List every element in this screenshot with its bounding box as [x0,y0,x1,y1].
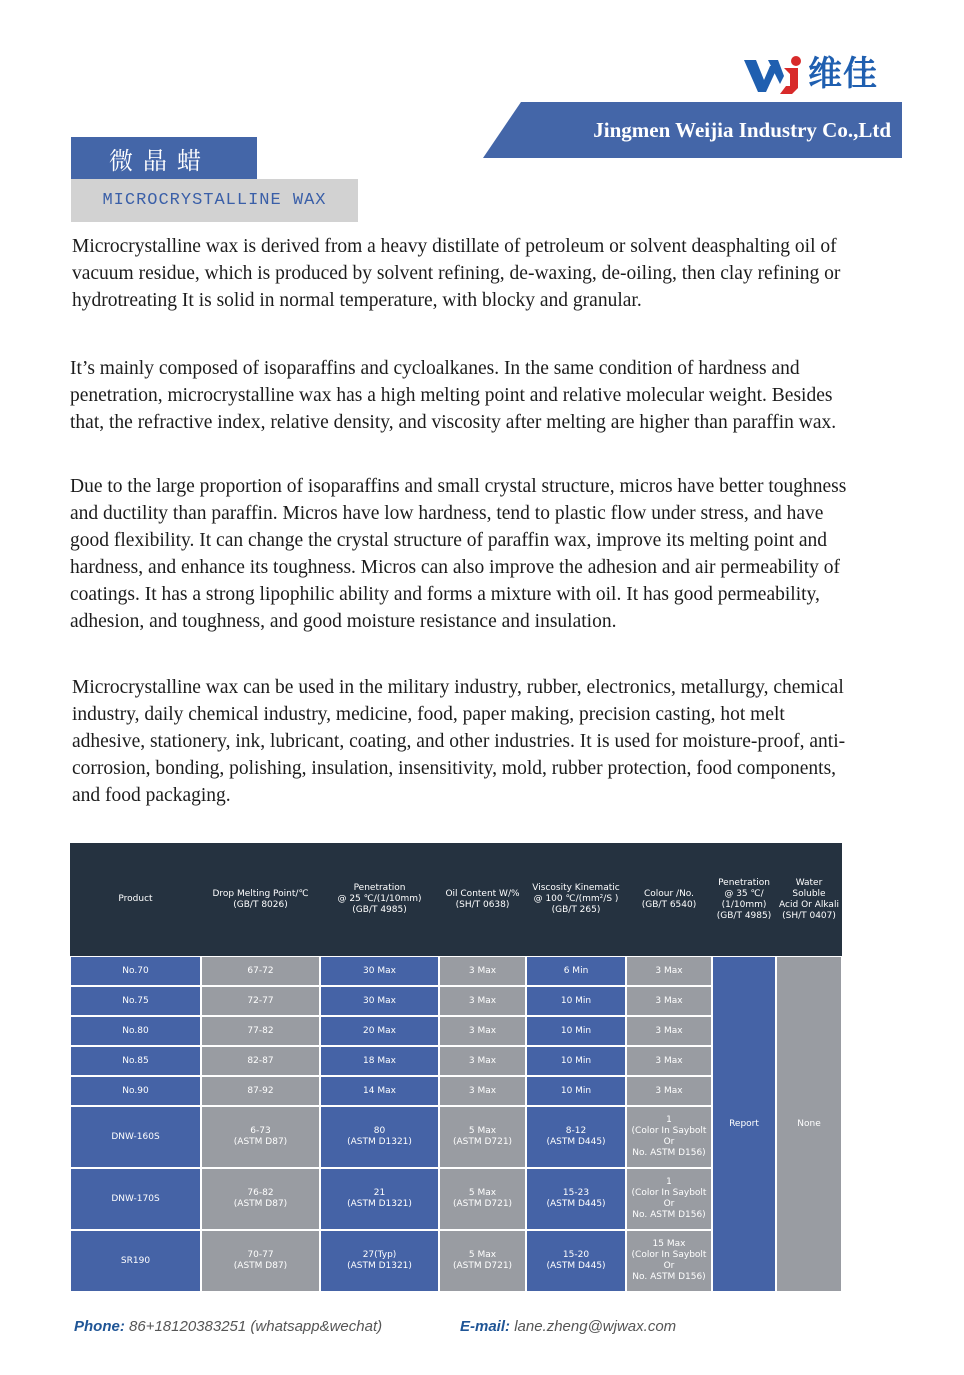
cell-viscosity: 8-12 (ASTM D445) [526,1106,626,1168]
cell-product: SR190 [70,1230,201,1292]
cell-product: No.80 [70,1016,201,1046]
header-drop-melting-point: Drop Melting Point/℃ (GB/T 8026) [201,843,320,956]
cell-drop-melting-point: 6-73 (ASTM D87) [201,1106,320,1168]
cell-drop-melting-point: 87-92 [201,1076,320,1106]
cell-oil-content: 5 Max (ASTM D721) [439,1168,526,1230]
phone-value[interactable]: 86+18120383251 (whatsapp&wechat) [129,1318,383,1335]
cell-oil-content: 3 Max [439,1076,526,1106]
cell-colour: 3 Max [626,956,712,986]
cell-product: DNW-160S [70,1106,201,1168]
description-paragraph: Microcrystalline wax is derived from a heavy distillate of petroleum or solvent deasphalting oil of vacuum residue, which is produced by solvent refining, de-waxing, de-oiling, then clay refining or hydrotreating It is solid in normal temperature, with blocky and granular. [72,236,841,311]
cell-viscosity: 15-20 (ASTM D445) [526,1230,626,1292]
cell-oil-content: 3 Max [439,986,526,1016]
cell-drop-melting-point: 76-82 (ASTM D87) [201,1168,320,1230]
cell-product: No.70 [70,956,201,986]
cell-product: No.75 [70,986,201,1016]
cell-product: No.85 [70,1046,201,1076]
company-logo [744,52,904,96]
table-row [70,956,842,986]
composition-paragraph: It’s mainly composed of isoparaffins and cycloalkanes. In the same condition of hardness and penetration, microcrystalline wax has a high melting point and relative molecular weight. Besides that, the refractive index, relative density, and viscosity after melting are higher than paraffin wax. [70,358,837,433]
header-oil-content: Oil Content W/% (SH/T 0638) [439,843,526,956]
cell-viscosity: 10 Min [526,1016,626,1046]
table-header-row [70,843,842,956]
cell-penetration-25: 27(Typ) (ASTM D1321) [320,1230,439,1292]
cell-drop-melting-point: 77-82 [201,1016,320,1046]
cell-viscosity: 10 Min [526,986,626,1016]
logo-chinese-text: 维佳 [808,54,878,94]
header-penetration-35: Penetration @ 35 ℃/ (1/10mm) (GB/T 4985) [712,843,776,956]
cell-product: No.90 [70,1076,201,1106]
cell-water-soluble-merged: None [776,956,842,1292]
cell-penetration-25: 14 Max [320,1076,439,1106]
cell-penetration-25: 30 Max [320,956,439,986]
cell-penetration-25: 80 (ASTM D1321) [320,1106,439,1168]
cell-drop-melting-point: 67-72 [201,956,320,986]
cell-viscosity: 10 Min [526,1046,626,1076]
header-viscosity: Viscosity Kinematic @ 100 ℃/(mm²/S ) (GB/T 265) [526,843,626,956]
contact-phone [74,1318,382,1335]
cell-penetration-25: 20 Max [320,1016,439,1046]
cell-viscosity: 10 Min [526,1076,626,1106]
header-product: Product [70,843,201,956]
cell-penetration-35-merged: Report [712,956,776,1292]
cell-oil-content: 3 Max [439,956,526,986]
cell-penetration-25: 21 (ASTM D1321) [320,1168,439,1230]
header-water-soluble: Water Soluble Acid Or Alkali (SH/T 0407) [776,843,842,956]
company-banner [483,102,902,158]
cell-colour: 1 (Color In Saybolt Or No. ASTM D156) [626,1106,712,1168]
header-colour: Colour /No. (GB/T 6540) [626,843,712,956]
cell-oil-content: 5 Max (ASTM D721) [439,1106,526,1168]
phone-label: Phone: [74,1318,125,1335]
cell-colour: 1 (Color In Saybolt Or No. ASTM D156) [626,1168,712,1230]
cell-drop-melting-point: 72-77 [201,986,320,1016]
cell-viscosity: 6 Min [526,956,626,986]
contact-email [460,1318,676,1335]
company-name: Jingmen Weijia Industry Co.,Ltd [593,117,891,142]
cell-penetration-25: 18 Max [320,1046,439,1076]
cell-drop-melting-point: 70-77 (ASTM D87) [201,1230,320,1292]
properties-paragraph: Due to the large proportion of isoparaffins and small crystal structure, micros have better toughness and ductility than paraffin. Micros have low hardness, tend to plastic flow under stress, and have good flexibility. It can change the crystal structure of paraffin wax, improve its melting point and hardness, and enhance its toughness. Micros can also improve the adhesion and air permeability of coatings. It has a strong lipophilic ability and forms a mixture with oil. It has good permeability, adhesion, and toughness, and good moisture resistance and insulation. [70,476,847,632]
cell-colour: 3 Max [626,1046,712,1076]
cell-colour: 15 Max (Color In Saybolt Or No. ASTM D156) [626,1230,712,1292]
product-title-chinese: 微晶蜡 [71,137,257,179]
weijia-logo-icon [744,54,806,94]
product-title-english: MICROCRYSTALLINE WAX [71,179,358,222]
cell-product: DNW-170S [70,1168,201,1230]
cell-drop-melting-point: 82-87 [201,1046,320,1076]
specification-table [70,843,842,1292]
email-label: E-mail: [460,1318,511,1335]
header-penetration-25: Penetration @ 25 ℃/(1/10mm) (GB/T 4985) [320,843,439,956]
cell-colour: 3 Max [626,986,712,1016]
email-value[interactable]: lane.zheng@wjwax.com [514,1318,677,1335]
cell-oil-content: 3 Max [439,1016,526,1046]
cell-penetration-25: 30 Max [320,986,439,1016]
applications-paragraph: Microcrystalline wax can be used in the military industry, rubber, electronics, metallurgy, chemical industry, daily chemical industry, medicine, food, paper making, precision casting, hot melt adhesive, stationery, ink, lubricant, coating, and other industries. It is used for moisture-proof, anti-corrosion, bonding, polishing, insulation, insensitivity, mold, rubber protection, food components, and food packaging. [72,677,846,806]
cell-colour: 3 Max [626,1076,712,1106]
cell-viscosity: 15-23 (ASTM D445) [526,1168,626,1230]
cell-oil-content: 5 Max (ASTM D721) [439,1230,526,1292]
cell-colour: 3 Max [626,1016,712,1046]
cell-oil-content: 3 Max [439,1046,526,1076]
